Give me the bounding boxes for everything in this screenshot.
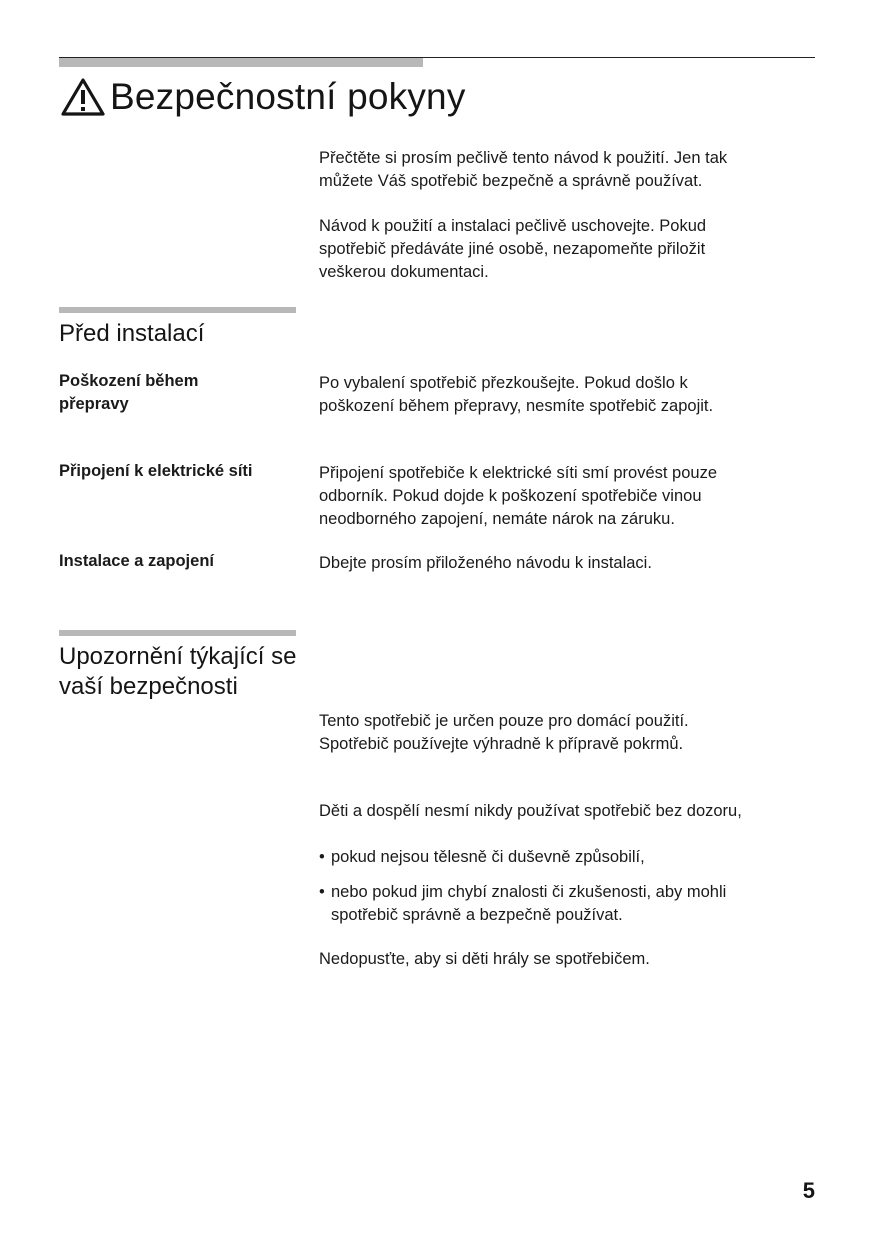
- page-title: [60, 72, 466, 122]
- intro-paragraph-2: Návod k použití a instalaci pečlivě uschovejte. Pokud spotřebič předáváte jiné osobě, nezapomeňte přiložit veškerou dokumentaci.: [319, 217, 707, 281]
- list-item-text: nebo pokud jim chybí znalosti či zkušenosti, aby mohli spotřebič správně a bezpečně používat.: [331, 883, 727, 924]
- section-heading-safety-warnings: Upozornění týkající se vaší bezpečnosti: [59, 643, 297, 700]
- intro-paragraph-1: Přečtěte si prosím pečlivě tento návod k použití. Jen tak můžete Váš spotřebič bezpečně a správně používat.: [319, 149, 728, 190]
- side-label-transport-damage: Poškození během přepravy: [59, 372, 199, 413]
- page-number: 5: [802, 1178, 815, 1203]
- side-label-electrical-connection: Připojení k elektrické síti: [59, 462, 253, 480]
- text-electrical-connection: Připojení spotřebiče k elektrické síti smí provést pouze odborník. Pokud dojde k poškození spotřebiče vinou neodborného zapojení, nemáte nárok na záruku.: [319, 464, 718, 528]
- list-item: [319, 846, 819, 869]
- section-heading-before-installation: Před instalací: [59, 320, 205, 347]
- page-title-text: Bezpečnostní pokyny: [110, 76, 466, 117]
- safety-paragraph-1: Tento spotřebič je určen pouze pro domácí použití. Spotřebič používejte výhradně k přípravě pokrmů.: [319, 712, 689, 753]
- bullet-marker: •: [319, 883, 325, 901]
- safety-paragraph-3: Nedopusťte, aby si děti hrály se spotřebičem.: [319, 950, 650, 968]
- section-rule: [59, 630, 296, 636]
- text-transport-damage: Po vybalení spotřebič přezkoušejte. Pokud došlo k poškození během přepravy, nesmíte spotřebič zapojit.: [319, 374, 714, 415]
- safety-paragraph-2: Děti a dospělí nesmí nikdy používat spotřebič bez dozoru,: [319, 802, 742, 820]
- warning-triangle-icon: [60, 77, 106, 117]
- list-item-text: pokud nejsou tělesně či duševně způsobilí,: [331, 848, 645, 866]
- list-item: [319, 881, 819, 927]
- top-rule-accent: [59, 58, 423, 67]
- text-installation: Dbejte prosím přiloženého návodu k instalaci.: [319, 554, 652, 572]
- side-label-installation: Instalace a zapojení: [59, 552, 214, 570]
- section-rule: [59, 307, 296, 313]
- bullet-marker: •: [319, 848, 325, 866]
